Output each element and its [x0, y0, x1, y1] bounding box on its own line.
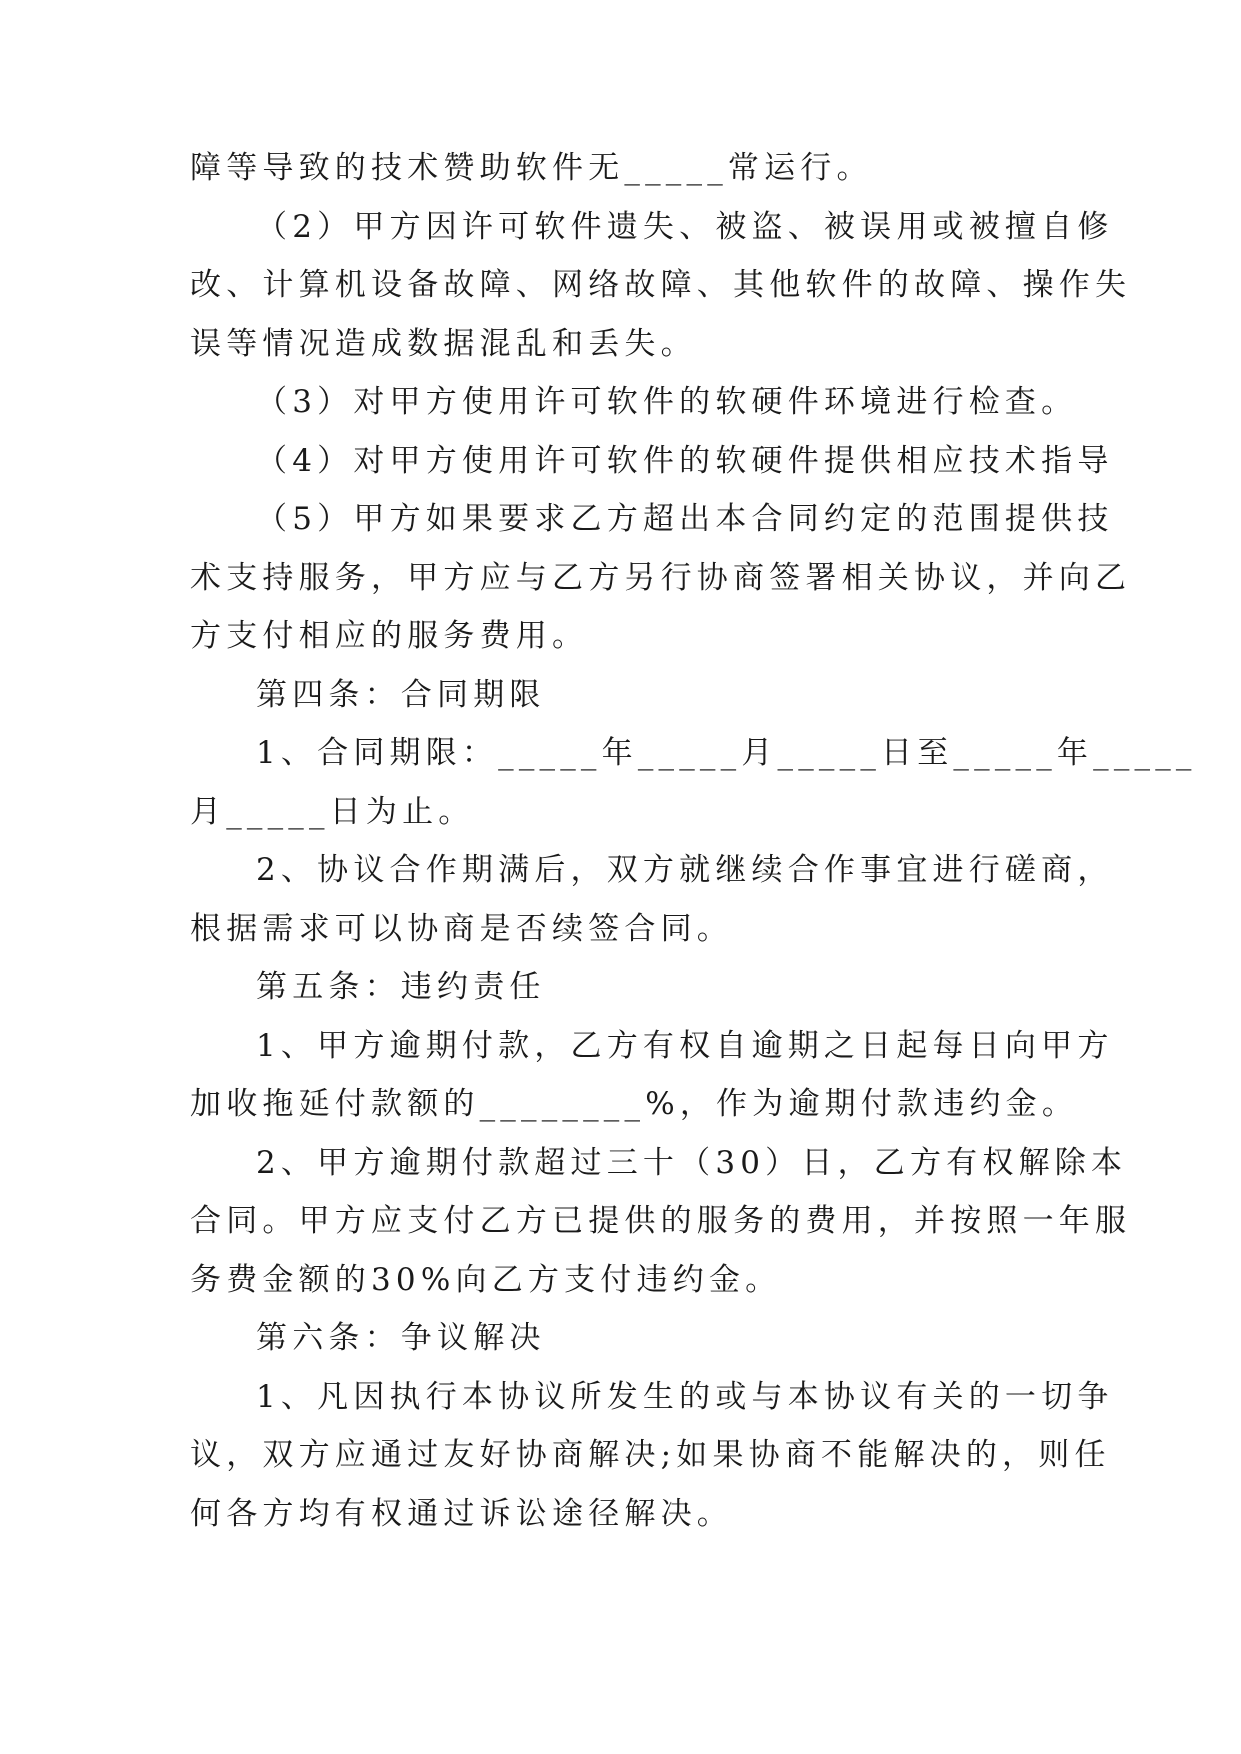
- text-line: 1、合同期限：_____年_____月_____日至_____年_____: [256, 735, 1197, 771]
- text-line: 合同。甲方应支付乙方已提供的服务的费用，并按照一年服: [190, 1203, 1132, 1239]
- section-heading: 第四条：合同期限: [256, 676, 546, 713]
- document-body: [190, 139, 1197, 1543]
- text-line: 根据需求可以协商是否续签合同。: [190, 910, 733, 947]
- text-line: 1、甲方逾期付款，乙方有权自逾期之日起每日向甲方: [256, 1027, 1114, 1064]
- text-line: （2）甲方因许可软件遗失、被盗、被误用或被擅自修: [256, 208, 1114, 245]
- text-line: 1、凡因执行本协议所发生的或与本协议有关的一切争: [256, 1378, 1114, 1415]
- text-line: 月_____日为止。: [190, 793, 475, 830]
- text-line: （5）甲方如果要求乙方超出本合同约定的范围提供技: [256, 501, 1114, 537]
- text-line: 2、协议合作期满后，双方就继续合作事宜进行磋商，: [256, 852, 1114, 888]
- text-line: （4）对甲方使用许可软件的软硬件提供相应技术指导: [256, 442, 1114, 479]
- text-line: 议，双方应通过友好协商解决;如果协商不能解决的，则任: [190, 1437, 1111, 1473]
- text-line: 障等导致的技术赞助软件无_____常运行。: [190, 150, 873, 186]
- text-line: 误等情况造成数据混乱和丢失。: [190, 325, 697, 362]
- text-line: 2、甲方逾期付款超过三十（30）日，乙方有权解除本: [256, 1144, 1128, 1181]
- section-heading: 第六条：争议解决: [256, 1320, 546, 1356]
- text-line: 方支付相应的服务费用。: [190, 618, 589, 654]
- text-line: （3）对甲方使用许可软件的软硬件环境进行检查。: [256, 384, 1078, 420]
- text-line: 何各方均有权通过诉讼途径解决。: [190, 1495, 733, 1532]
- section-heading: 第五条：违约责任: [256, 969, 546, 1005]
- text-line: 加收拖延付款额的________%，作为逾期付款违约金。: [190, 1086, 1079, 1122]
- text-line: 术支持服务，甲方应与乙方另行协商签署相关协议，并向乙: [190, 559, 1132, 596]
- text-line: 改、计算机设备故障、网络故障、其他软件的故障、操作失: [190, 267, 1132, 303]
- text-line: 务费金额的30%向乙方支付违约金。: [190, 1261, 782, 1298]
